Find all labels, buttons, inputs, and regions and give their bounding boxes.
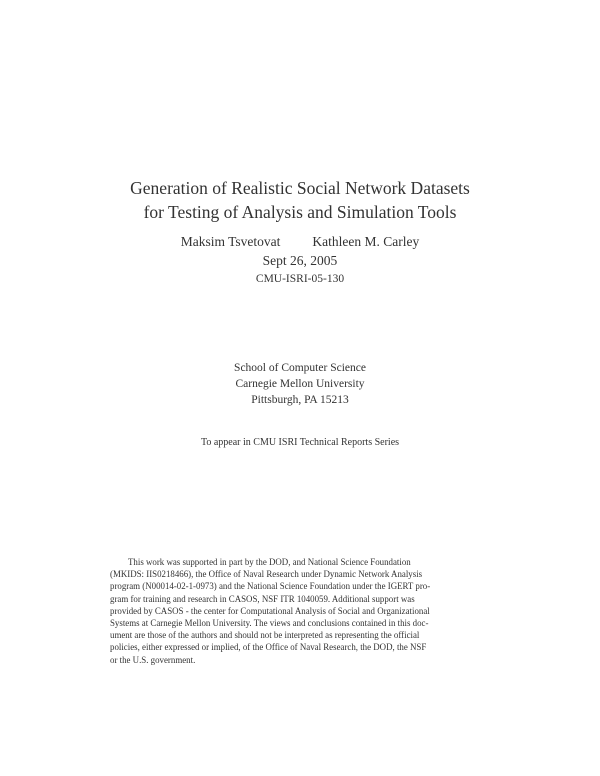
funding-acknowledgement: [110, 556, 490, 666]
report-number: CMU-ISRI-05-130: [255, 273, 345, 285]
funding-line: provided by CASOS - the center for Computational Analysis of Social and Organizational: [110, 605, 430, 616]
funding-line: (MKIDS: IIS0218466), the Office of Naval Research under Dynamic Network Analysis: [110, 569, 423, 580]
funding-line: program (N00014-02-1-0973) and the National Science Foundation under the IGERT pro-: [110, 581, 431, 592]
address-line: Carnegie Mellon University: [235, 378, 365, 390]
publication-date: Sept 26, 2005: [262, 253, 338, 268]
author-list: [0, 234, 600, 250]
title-line-1: Generation of Realistic Social Network Datasets: [130, 178, 470, 198]
paper-title: [0, 176, 600, 224]
address-line: School of Computer Science: [234, 362, 366, 374]
funding-line: ument are those of the authors and should not be interpreted as representing the official: [110, 630, 420, 641]
funding-line: or the U.S. government.: [110, 654, 196, 665]
author-name: Kathleen M. Carley: [312, 234, 420, 249]
address-line: Pittsburgh, PA 15213: [251, 394, 349, 406]
title-line-2: for Testing of Analysis and Simulation Tools: [143, 202, 457, 222]
funding-line: policies, either expressed or implied, of the Office of Naval Research, the DOD, the NSF: [110, 642, 427, 653]
funding-line: gram for training and research in CASOS, NSF ITR 1040059. Additional support was: [110, 593, 415, 604]
appearance-note: To appear in CMU ISRI Technical Reports Series: [200, 437, 400, 448]
funding-line: Systems at Carnegie Mellon University. The views and conclusions contained in this doc-: [110, 618, 429, 629]
author-name: Maksim Tsvetovat: [180, 234, 281, 249]
institution-address: [0, 360, 600, 408]
funding-line: This work was supported in part by the DOD, and National Science Foundation: [128, 557, 411, 567]
